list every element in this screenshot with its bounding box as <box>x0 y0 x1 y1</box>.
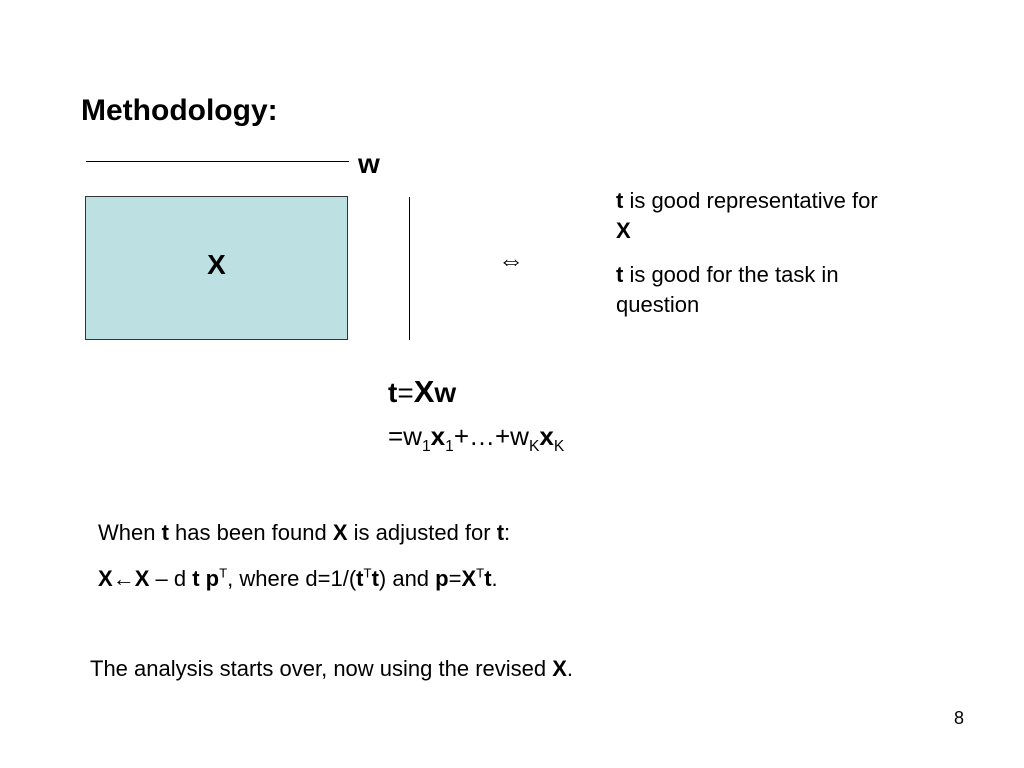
subscript-1: 1 <box>421 438 431 456</box>
text-run: . <box>491 566 498 591</box>
var-t: t <box>616 188 624 213</box>
text-run: = <box>448 566 462 591</box>
deflation-formula <box>98 564 498 594</box>
superscript-t: T <box>476 565 485 581</box>
var-t: t <box>161 520 169 545</box>
formula-w1: =w <box>388 421 422 451</box>
text-run: : <box>504 520 511 545</box>
formula-expansion <box>388 418 564 454</box>
var-t: t <box>371 566 379 591</box>
slide-title: Methodology: <box>81 94 278 127</box>
formula-ellipsis: +…+w <box>453 421 529 451</box>
var-t: t <box>616 262 624 287</box>
text-run: has been found <box>168 520 333 545</box>
adjustment-sentence <box>98 518 510 548</box>
text-run: ) and <box>378 566 436 591</box>
formula-x1: x <box>430 421 446 451</box>
conclusion-sentence <box>90 654 573 684</box>
text-run: , where d=1/( <box>227 566 357 591</box>
text-run: – d <box>149 566 193 591</box>
var-p: p <box>435 566 449 591</box>
formula-t-equals-xw <box>388 374 456 411</box>
page-number: 8 <box>953 708 964 728</box>
formula-t: t <box>388 377 398 408</box>
text-run: The analysis starts over, now using the revised <box>90 656 553 681</box>
formula-xk: x <box>539 421 554 451</box>
formula-equals: = <box>397 377 414 408</box>
var-x: X <box>332 520 348 545</box>
text-run: When <box>98 520 162 545</box>
superscript-t: T <box>219 565 228 581</box>
var-t: t <box>356 566 364 591</box>
criteria-text: is good for the task in question <box>616 262 839 317</box>
superscript-t: T <box>363 565 372 581</box>
var-x: X <box>616 218 631 243</box>
matrix-x-label: X <box>207 249 226 280</box>
var-p: p <box>205 566 220 591</box>
subscript-k: K <box>528 438 540 456</box>
var-x: X <box>134 566 150 591</box>
var-t: t <box>484 566 492 591</box>
var-t: t <box>192 566 200 591</box>
formula-x: X <box>413 374 435 409</box>
var-x: X <box>461 566 477 591</box>
subscript-1: 1 <box>445 438 454 456</box>
equivalence-icon: ⇔ <box>498 245 524 275</box>
var-x: X <box>98 566 113 591</box>
criteria-item-task <box>616 260 896 320</box>
var-t: t <box>496 520 505 545</box>
text-run: . <box>566 656 574 681</box>
t-vector-line <box>409 197 410 340</box>
text-run: is adjusted for <box>347 520 497 545</box>
subscript-k: K <box>553 438 565 456</box>
criteria-item-representative <box>616 186 896 246</box>
w-vector-label: w <box>358 148 380 179</box>
var-x: X <box>552 656 567 681</box>
left-arrow-icon: ← <box>112 566 135 591</box>
w-vector-line <box>86 161 349 162</box>
criteria-text: is good representative for <box>623 188 878 213</box>
formula-w: w <box>434 377 457 408</box>
criteria-list <box>616 186 896 334</box>
